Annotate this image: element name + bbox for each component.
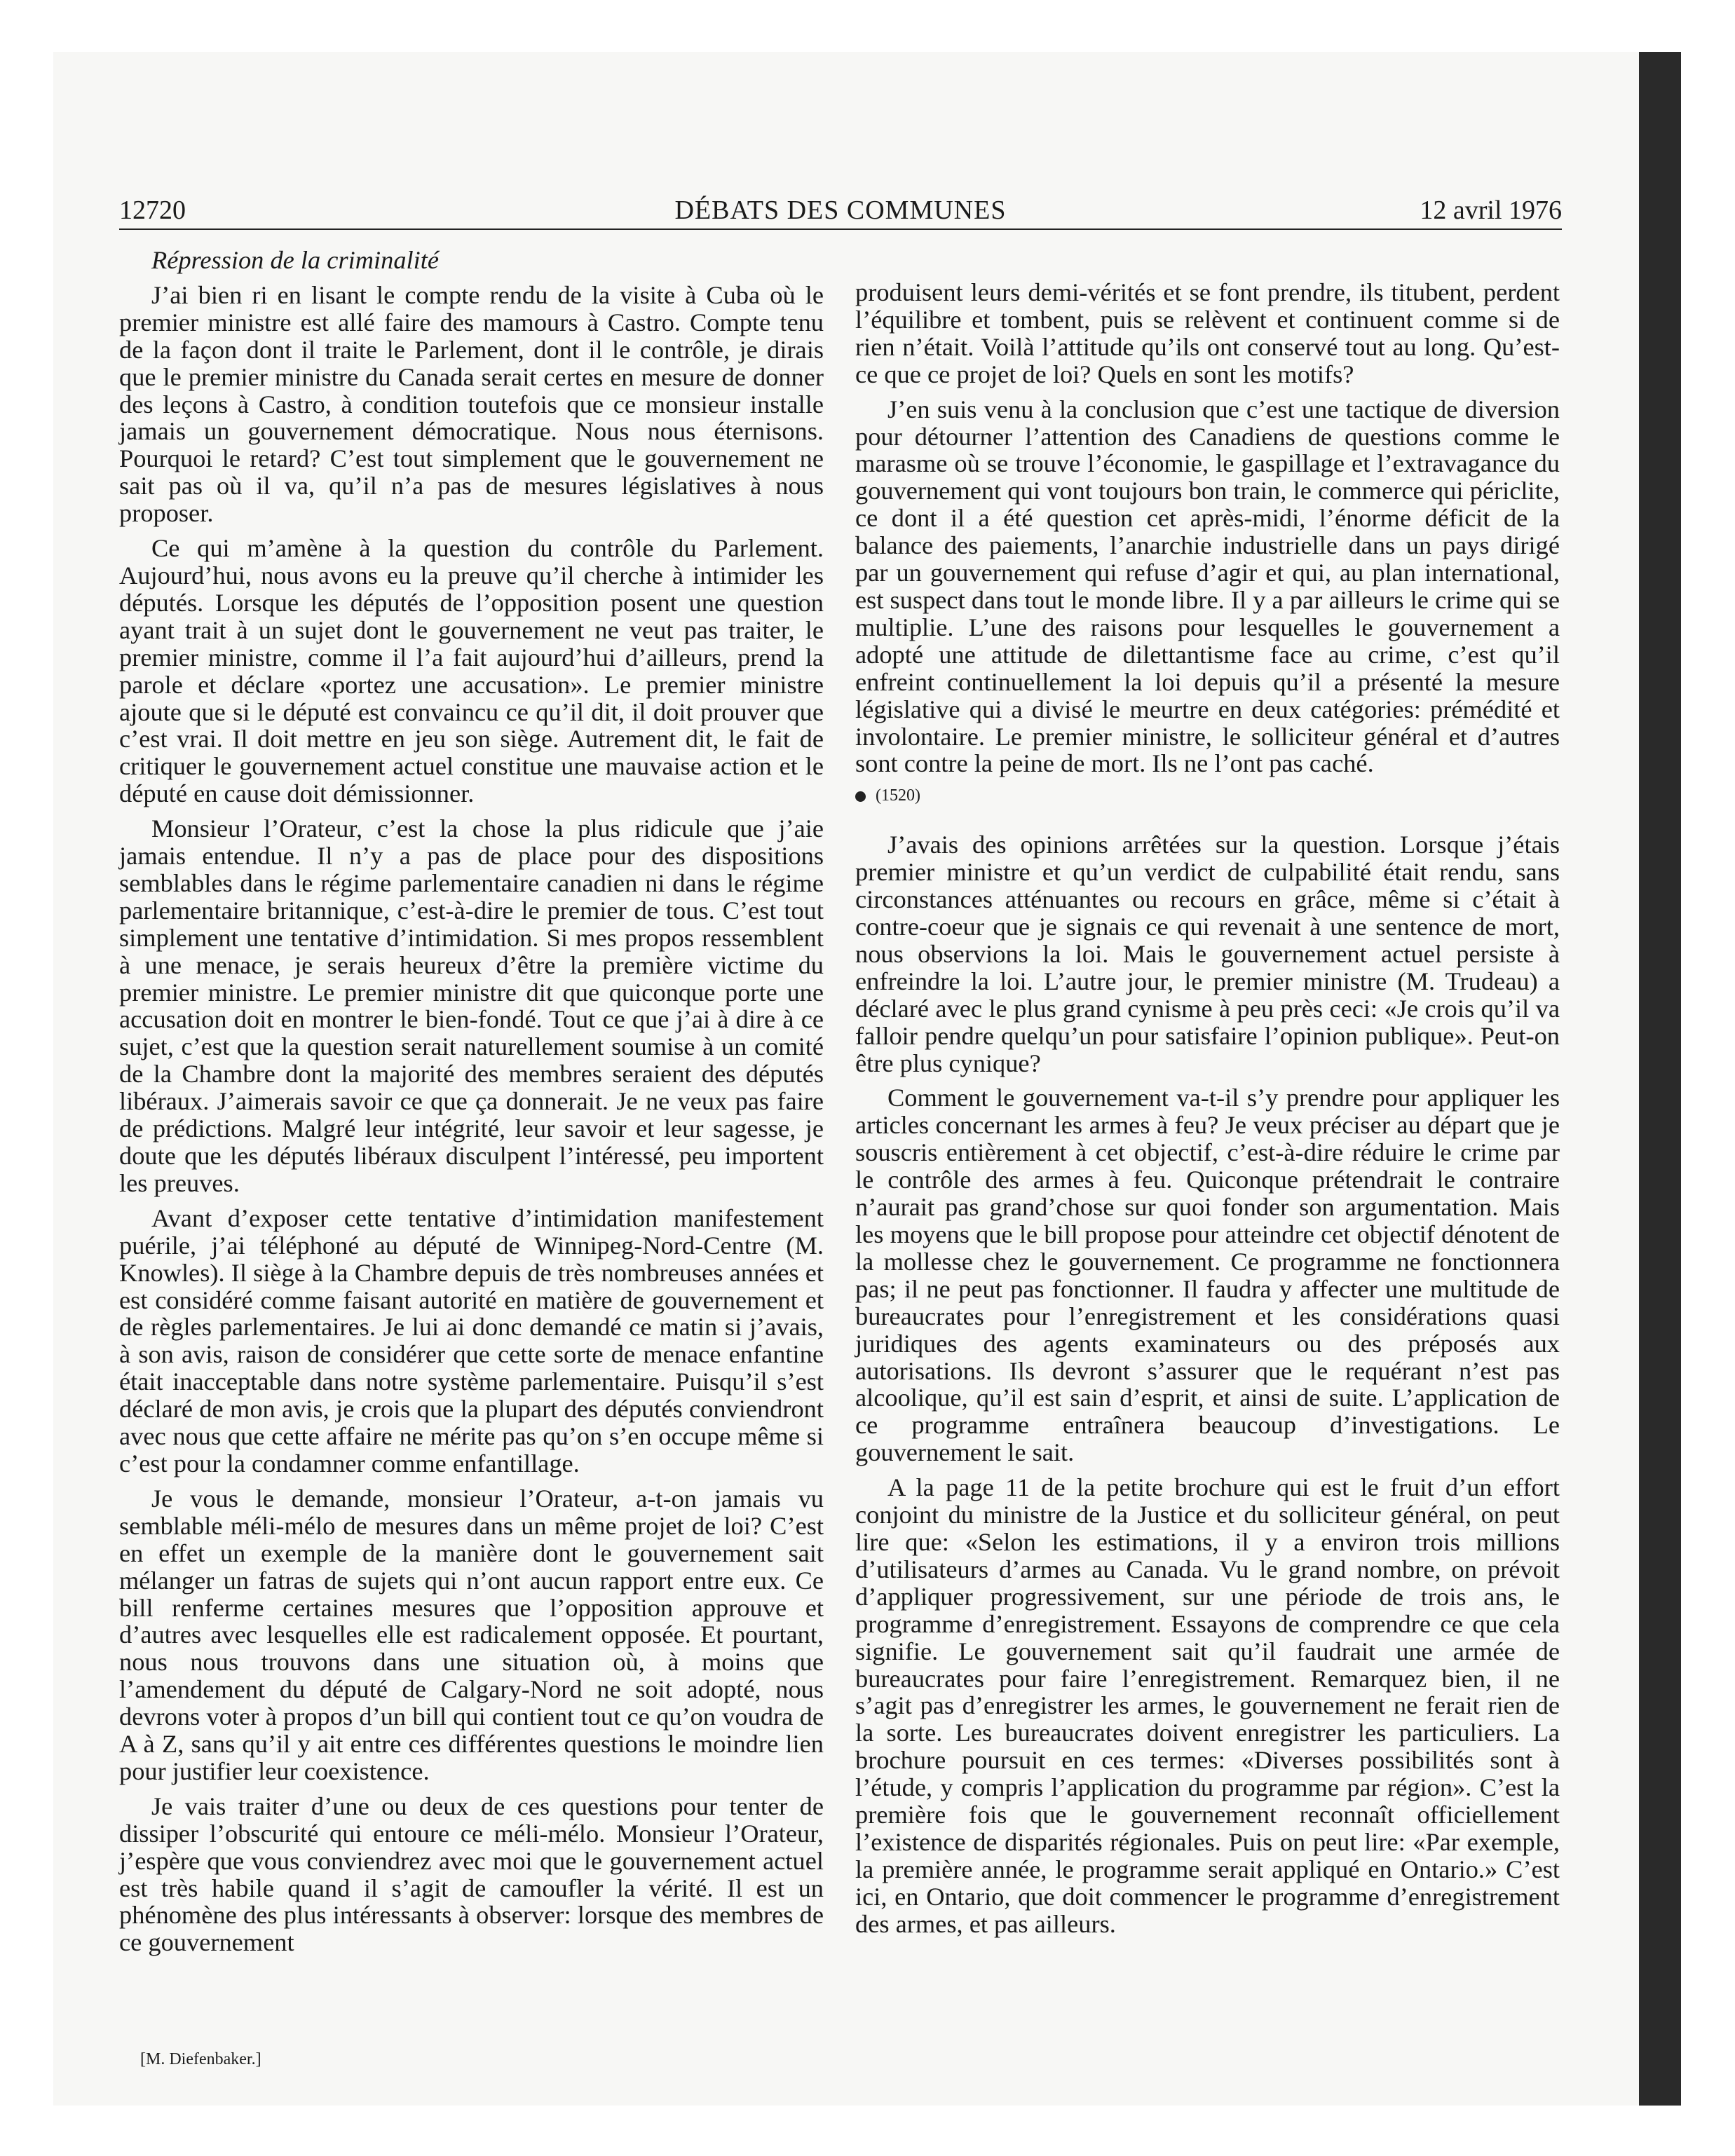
left-column: [119, 247, 824, 1964]
paragraph: Je vous le demande, monsieur l’Orateur, a-t-on jamais vu semblable méli-mélo de mesures dans un même projet de loi? C’est en effet un exemple de la manière dont le gouvernement sait mélanger un fatras de sujets qui n’ont aucun rapport entre eux. Ce bill renferme certaines mesures que l’opposition approuve et d’autres avec lesquelles elle est radicalement opposée. Et pourtant, nous nous trouvons dans une situation où, à moins que l’amendement du député de Calgary-Nord ne soit adopté, nous devrons voter à propos d’un bill qui contient tout ce qu’on voudra de A à Z, sans qu’il y ait entre ces différentes questions le moindre lien pour justifier leur coexistence.: [119, 1484, 824, 1785]
speaker-attribution: [M. Diefenbaker.]: [140, 2050, 261, 2068]
section-title: Répression de la criminalité: [151, 246, 439, 274]
time-marker-label: (1520): [876, 786, 920, 805]
paragraph: A la page 11 de la petite brochure qui est le fruit d’un effort conjoint du ministre de la Justice et du solliciteur général, on peut lire que: «Selon les estimations, il y a environ trois millions d’utilisateurs d’armes au Canada. Vu le grand nombre, on prévoit d’appliquer progressivement, sur une période de trois ans, le programme d’enregistrement. Essayons de comprendre ce que cela signifie. Le gouvernement sait qu’il faudrait une armée de bureaucrates pour faire l’enregistrement. Remarquez bien, il ne s’agit pas d’enregistrer les armes, le gouvernement ne ferait rien de la sorte. Les bureaucrates doivent enregistrer les particuliers. La brochure poursuit en ces termes: «Diverses possibilités sont à l’étude, y compris l’application du programme par région». C’est la première fois que le gouvernement reconnaît officiellement l’existence de disparités régionales. Puis on peut lire: «Par exemple, la première année, le programme serait appliqué en Ontario.» C’est ici, en Ontario, que doit commencer le programme d’enregistrement des armes, et pas ailleurs.: [855, 1473, 1560, 1938]
paragraph: J’avais des opinions arrêtées sur la question. Lorsque j’étais premier ministre et qu’un verdict de culpabilité était rendu, sans circonstances atténuantes ou recours en grâce, même si c’était à contre-coeur que je signais ce qui revenait à une sentence de mort, nous observions la loi. Mais le gouvernement actuel persiste à enfreindre la loi. L’autre jour, le premier ministre (M. Trudeau) a déclaré avec le plus grand cynisme à peu près ceci: «Je crois qu’il va falloir pendre quelqu’un pour satisfaire l’opinion publique». Peut-on être plus cynique?: [855, 831, 1560, 1077]
publication-date: 12 avril 1976: [1420, 196, 1562, 225]
paragraph: J’en suis venu à la conclusion que c’est une tactique de diversion pour détourner l’attention des Canadiens de questions comme le marasme où se trouve l’économie, le gaspillage et l’extravagance du gouvernement qui vont toujours bon train, le commerce qui périclite, ce dont il a été question cet après-midi, l’énorme déficit de la balance des paiements, l’anarchie industrielle dans un pays dirigé par un gouvernement qui refuse d’agir et qui, au plan international, est suspect dans tout le monde libre. Il y a par ailleurs le crime qui se multiplie. L’une des raisons pour lesquelles le gouvernement a adopté une attitude de dilettantisme face au crime, c’est qu’il enfreint continuellement la loi depuis qu’il a présenté la mesure législative qui a divisé le meurtre en deux catégories: prémédité et involontaire. Le premier ministre, le solliciteur général et d’autres sont contre la peine de mort. Ils ne l’ont pas caché.: [855, 395, 1560, 778]
paragraph: Ce qui m’amène à la question du contrôle du Parlement. Aujourd’hui, nous avons eu la preuve qu’il cherche à intimider les députés. Lorsque les députés de l’opposition posent une question ayant trait à un sujet dont le gouvernement ne veut pas traiter, le premier ministre, comme il l’a fait aujourd’hui d’ailleurs, prend la parole et déclare «portez une accusation». Le premier ministre ajoute que si le député est convaincu ce qu’il dit, il doit prouver que c’est vrai. Il doit mettre en jeu son siège. Autrement dit, le fait de critiquer le gouvernement actuel constitue une mauvaise action et le député en cause doit démissionner.: [119, 534, 824, 808]
scan-edge-bar: [1639, 52, 1681, 2106]
paragraph: Je vais traiter d’une ou deux de ces questions pour tenter de dissiper l’obscurité qui entoure ce méli-mélo. Monsieur l’Orateur, j’espère que vous conviendrez avec moi que le gouvernement actuel est très habile quand il s’agit de camoufler la vérité. Il est un phénomène des plus intéressants à observer: lorsque des membres de ce gouvernement: [119, 1792, 824, 1957]
paragraph: J’ai bien ri en lisant le compte rendu de la visite à Cuba où le premier ministre est allé faire des mamours à Castro. Compte tenu de la façon dont il traite le Parlement, dont il le contrôle, je dirais que le premier ministre du Canada serait certes en mesure de donner des leçons à Castro, à condition toutefois que ce monsieur installe jamais un gouvernement démocratique. Nous nous éternisons. Pourquoi le retard? C’est tout simplement que le gouvernement ne sait pas où il va, qu’il n’a pas de mesures législatives à nous proposer.: [119, 280, 824, 528]
paragraph: Monsieur l’Orateur, c’est la chose la plus ridicule que j’aie jamais entendue. Il n’y a pas de place pour des dispositions semblables dans le régime parlementaire canadien ni dans le régime parlementaire britannique, c’est-à-dire le premier de tous. C’est tout simplement une tentative d’intimidation. Si mes propos ressemblent à une menace, je serais heureux d’être la première victime du premier ministre. Le premier ministre dit que quiconque porte une accusation doit en montrer le bien-fondé. Tout ce que j’ai à dire à ce sujet, c’est que la question serait naturellement soumise à un comité de la Chambre dont la majorité des membres seraient des députés libéraux. J’aimerais savoir ce que ça donnerait. Je ne veux pas faire de prédictions. Malgré leur intégrité, leur savoir et leur sagesse, je doute que les députés libéraux disculpent l’intéressé, peu importent les preuves.: [119, 814, 824, 1197]
time-marker: [855, 785, 1560, 806]
paragraph: Comment le gouvernement va-t-il s’y prendre pour appliquer les articles concernant les armes à feu? Je veux préciser au départ que je souscris entièrement à cet objectif, c’est-à-dire réduire le crime par le contrôle des armes à feu. Quiconque prétendrait le contraire n’aurait pas grand’chose sur quoi fonder son argumentation. Mais les moyens que le bill propose pour atteindre cet objectif dénotent de la mollesse chez le gouvernement. Ce programme ne fonctionnera pas; il ne peut pas fonctionner. Il faudra y affecter une multitude de bureaucrates pour l’enregistrement et les considérations quasi juridiques des agents examinateurs ou des préposés aux autorisations. Ils devront s’assurer que le requérant n’est pas alcoolique, qu’il est sain d’esprit, et ainsi de suite. L’application de ce programme entraînera beaucoup d’investigations. Le gouvernement le sait.: [855, 1084, 1560, 1467]
page-header: [119, 186, 1562, 230]
right-column: [855, 279, 1560, 1946]
paragraph: Avant d’exposer cette tentative d’intimidation manifestement puérile, j’ai téléphoné au député de Winnipeg-Nord-Centre (M. Knowles). Il siège à la Chambre depuis de très nombreuses années et est considéré comme faisant autorité en matière de gouvernement et de règles parlementaires. Je lui ai donc demandé ce matin si j’avais, à son avis, raison de considérer que cette sorte de menace enfantine était inacceptable dans notre système parlementaire. Puisqu’il s’est déclaré de mon avis, je crois que la plupart des députés conviendront avec nous que cette affaire ne mérite pas qu’on s’en occupe même si c’est pour la condamner comme enfantillage.: [119, 1203, 824, 1478]
page-number: 12720: [119, 196, 186, 225]
bullet-icon: [855, 791, 866, 802]
publication-title: DÉBATS DES COMMUNES: [674, 196, 1007, 225]
paragraph-continued: produisent leurs demi-vérités et se font prendre, ils titubent, perdent l’équilibre et tombent, puis se relèvent et continuent comme si de rien n’était. Voilà l’attitude qu’ils ont conservé tout au long. Qu’est-ce que ce projet de loi? Quels en sont les motifs?: [855, 278, 1560, 388]
